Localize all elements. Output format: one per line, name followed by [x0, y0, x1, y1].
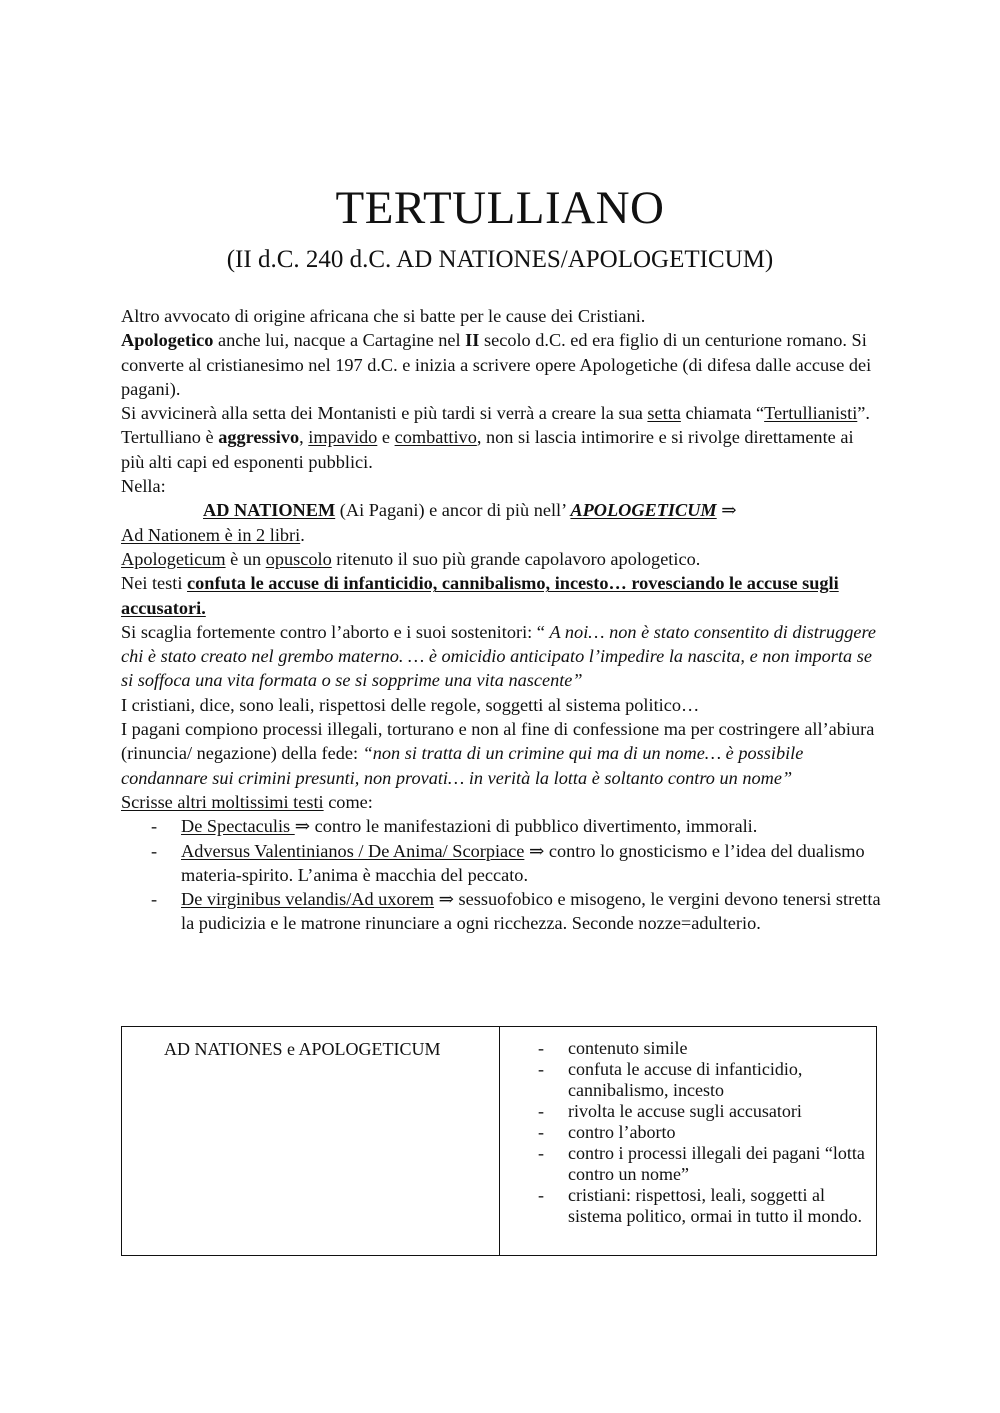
document-body: [121, 304, 881, 936]
paragraph-sect: Si avvicinerà alla setta dei Montanisti e più tardi si verrà a creare la sua setta chiamata “Tertullianisti”.: [121, 403, 870, 424]
work-title: De virginibus velandis/Ad uxorem: [181, 889, 435, 910]
paragraph-aborto: Si scaglia fortemente contro l’aborto e i suoi sostenitori: “ A noi… non è stato consentito di distruggere chi è stato creato nel grembo materno. … è omicidio anticipato l’impedire la nascita, e non importa se si soffoca una vita formata o se si sopprime una vita nascente”: [121, 621, 877, 691]
dash-bullet: -: [151, 840, 158, 861]
table-cell-points: [500, 1027, 877, 1256]
list-item: - cristiani: rispettosi, leali, soggetti al sistema politico, ormai in tutto il mondo.: [538, 1185, 862, 1226]
paragraph-ad-nationem: Ad Nationem è in 2 libri.: [121, 524, 305, 545]
underlined-term: Scrisse altri moltissimi testi: [121, 791, 324, 812]
list-item: - De Spectaculis ⇒ contro le manifestazioni di pubblico divertimento, immorali.: [121, 814, 881, 838]
bold-term: Apologetico: [121, 330, 214, 351]
summary-points-list: [500, 1027, 876, 1227]
list-item: - contro l’aborto: [538, 1122, 676, 1142]
list-item: - Adversus Valentinianos / De Anima/ Scorpiace ⇒ contro lo gnosticismo e l’idea del dualismo materia-spirito. L’anima è macchia del peccato.: [151, 840, 865, 885]
summary-table: [121, 1026, 877, 1256]
underlined-term: setta: [647, 403, 681, 424]
list-item: - rivolta le accuse sugli accusatori: [538, 1101, 802, 1121]
paragraph-pagani: I pagani compiono processi illegali, torturano e non al fine di confessione ma per costringere all’abiura (rinuncia/ negazione) della fede: “non si tratta di un crimine qui ma di un nome… è possibile condannare sui crimini presunti, non provati… in verità la lotta è soltanto contro un nome”: [121, 719, 875, 788]
underlined-term: opuscolo: [265, 548, 332, 569]
list-item: - De virginibus velandis/Ad uxorem ⇒ sessuofobico e misogeno, le vergini devono tenersi stretta la pudicizia e le matrone rinunciare a ogni ricchezza. Seconde nozze=adulterio.: [151, 889, 881, 934]
quote: A noi… non è stato consentito di distruggere chi è stato creato nel grembo materno. … è omicidio anticipato l’impedire la nascita, e non importa se si soffoca una vita formata o se si sopprime una vita nascente”: [121, 621, 877, 691]
dash-bullet: -: [151, 889, 158, 910]
paragraph-apologeticum: Apologeticum è un opuscolo ritenuto il suo più grande capolavoro apologetico.: [121, 548, 701, 569]
underlined-term: impavido: [308, 427, 378, 448]
paragraph-cristiani: I cristiani, dice, sono leali, rispettosi delle regole, soggetti al sistema politico…: [121, 694, 700, 715]
paragraph-nella: Nella:: [121, 476, 166, 497]
dash-bullet: -: [538, 1038, 544, 1058]
arrow-icon: ⇒: [294, 816, 311, 837]
dash-bullet: -: [538, 1122, 544, 1142]
arrow-icon: ⇒: [528, 840, 545, 861]
paragraph-intro: Altro avvocato di origine africana che si batte per le cause dei Cristiani.: [121, 306, 646, 326]
paragraph-biography: Apologetico anche lui, nacque a Cartagine nel II secolo d.C. ed era figlio di un centurione romano. Si converte al cristianesimo nel 197 d.C. e inizia a scrivere opere Apologetiche (di difesa dalle accuse dei pagani).: [121, 330, 872, 399]
dash-bullet: -: [151, 816, 158, 837]
list-item: - contro i processi illegali dei pagani “lotta contro un nome”: [538, 1143, 865, 1184]
work-title: Adversus Valentinianos / De Anima/ Scorpiace: [181, 840, 525, 861]
paragraph-works-heading: AD NATIONEM (Ai Pagani) e ancor di più nell’ APOLOGETICUM ⇒: [203, 500, 737, 521]
list-item: - contenuto simile: [538, 1038, 688, 1058]
underlined-term: Tertullianisti: [764, 403, 858, 424]
bold-underlined-text: confuta le accuse di infanticidio, cannibalismo, incesto… rovesciando le accuse sugli accusatori.: [121, 573, 839, 618]
arrow-icon: ⇒: [438, 889, 454, 910]
underlined-term: Apologeticum: [121, 548, 226, 569]
table-cell-topic: AD NATIONES e APOLOGETICUM: [122, 1027, 500, 1256]
quote: “non si tratta di un crimine qui ma di un nome… è possibile condannare sui crimini presunti, non provati… in verità la lotta è soltanto contro un nome”: [121, 743, 804, 788]
work-title: De Spectaculis: [181, 816, 295, 837]
dash-bullet: -: [538, 1101, 544, 1121]
underlined-term: Ad Nationem è in 2 libri: [121, 524, 301, 545]
bold-term: aggressivo: [218, 427, 300, 448]
work-title: AD NATIONEM: [203, 500, 336, 521]
dash-bullet: -: [538, 1059, 544, 1079]
underlined-term: combattivo: [394, 427, 477, 448]
page-title: TERTULLIANO: [335, 182, 665, 234]
dash-bullet: -: [538, 1143, 544, 1163]
works-list: [121, 814, 881, 935]
page-subtitle: (II d.C. 240 d.C. AD NATIONES/APOLOGETICUM): [226, 246, 774, 273]
paragraph-accuse: Nei testi confuta le accuse di infanticidio, cannibalismo, incesto… rovesciando le accuse sugli accusatori.: [121, 573, 839, 618]
work-title: APOLOGETICUM: [570, 500, 717, 521]
arrow-icon: ⇒: [721, 500, 737, 521]
bold-term: II: [465, 330, 480, 351]
list-item: - confuta le accuse di infanticidio, cannibalismo, incesto: [538, 1059, 803, 1100]
dash-bullet: -: [538, 1185, 544, 1205]
paragraph-character: Tertulliano è aggressivo, impavido e combattivo, non si lascia intimorire e si rivolge direttamente ai più alti capi ed esponenti pubblici.: [121, 427, 854, 472]
paragraph-altri-testi: Scrisse altri moltissimi testi come:: [121, 791, 373, 812]
table-row: [122, 1027, 877, 1256]
